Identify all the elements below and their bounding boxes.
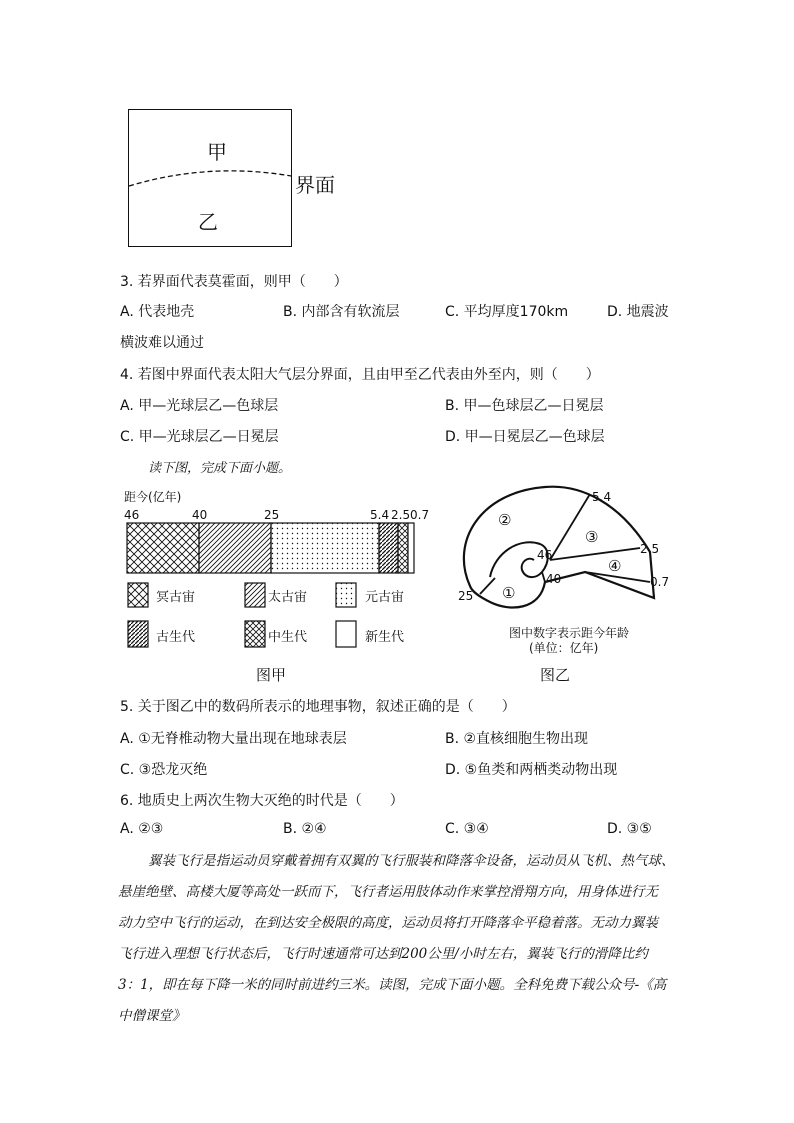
passage-line-1: 翼装飞行是指运动员穿戴着拥有双翼的飞行服装和降落伞设备，运动员从飞机、热气球、 bbox=[148, 853, 675, 869]
figure-intro: 读下图，完成下面小题。 bbox=[148, 461, 292, 476]
passage-line-2: 悬崖绝壁、高楼大厦等高处一跃而下，飞行者运用肢体动作来掌控滑翔方向，用身体进行无 bbox=[118, 884, 658, 900]
legend-swatch-hadean bbox=[127, 582, 149, 608]
legend-swatch-mesozoic bbox=[244, 620, 266, 648]
legend-swatch-archean bbox=[244, 582, 266, 608]
tick-46: 46 bbox=[124, 508, 140, 522]
segment-mesozoic bbox=[398, 523, 408, 573]
question-5-option-c[interactable]: C. ③恐龙灭绝 bbox=[120, 762, 208, 778]
number-40: 40 bbox=[546, 572, 562, 586]
region-3-label: ③ bbox=[585, 528, 599, 546]
question-4-option-d[interactable]: D. 甲—日冕层乙—色球层 bbox=[445, 429, 605, 445]
question-3-option-a[interactable]: A. 代表地壳 bbox=[120, 304, 195, 320]
passage-line-4: 飞行进入理想飞行状态后，飞行时速通常可达到200公里/小时左右，翼装飞行的滑降比约 bbox=[118, 946, 648, 962]
question-6-option-c[interactable]: C. ③④ bbox=[445, 821, 489, 837]
interface-label: 界面 bbox=[295, 173, 335, 197]
legend-label-paleozoic: 古生代 bbox=[156, 630, 196, 645]
legend-label-archean: 太古宙 bbox=[268, 590, 308, 605]
question-5-stem: 5. 关于图乙中的数码所表示的地理事物，叙述正确的是（ ） bbox=[120, 699, 516, 715]
question-5-option-a[interactable]: A. ①无脊椎动物大量出现在地球表层 bbox=[120, 731, 347, 747]
tick-25: 25 bbox=[264, 508, 280, 522]
figure-b-note: 图中数字表示距今年龄 bbox=[509, 626, 630, 640]
segment-paleozoic bbox=[379, 523, 398, 573]
region-2-label: ② bbox=[498, 511, 512, 529]
question-6-option-a[interactable]: A. ②③ bbox=[120, 821, 164, 837]
legend-swatch-proterozoic bbox=[335, 582, 357, 608]
layer-top-label: 甲 bbox=[207, 140, 227, 164]
region-1-label: ① bbox=[502, 584, 516, 602]
number-5-4: 5.4 bbox=[592, 490, 612, 504]
segment-archean bbox=[199, 523, 271, 573]
tick-5-4: 5.4 bbox=[370, 508, 390, 522]
question-3-option-d[interactable]: D. 地震波 bbox=[607, 304, 669, 320]
tick-2-5: 2.5 bbox=[391, 508, 411, 522]
geologic-timeline-bar bbox=[126, 522, 416, 574]
passage-line-5: 3：1，即在每下降一米的同时前进约三米。读图，完成下面小题。全科免费下载公众号-《高 bbox=[118, 977, 667, 993]
region-4-label: ④ bbox=[608, 557, 622, 575]
segment-hadean bbox=[127, 523, 199, 573]
number-2-5: 2.5 bbox=[640, 542, 660, 556]
legend-label-hadean: 冥古宙 bbox=[156, 590, 196, 605]
segment-proterozoic bbox=[271, 523, 379, 573]
passage-line-3: 动力空中飞行的运动，在到达安全极限的高度，运动员将打开降落伞平稳着落。无动力翼装 bbox=[118, 915, 658, 931]
legend-label-proterozoic: 元古宙 bbox=[365, 590, 405, 605]
question-3-option-b[interactable]: B. 内部含有软流层 bbox=[283, 304, 400, 320]
question-4-option-a[interactable]: A. 甲—光球层乙—色球层 bbox=[120, 398, 279, 414]
legend-label-mesozoic: 中生代 bbox=[268, 630, 308, 645]
question-6-option-b[interactable]: B. ②④ bbox=[283, 821, 327, 837]
question-3-option-c[interactable]: C. 平均厚度170km bbox=[445, 304, 569, 320]
geologic-spiral-diagram bbox=[450, 482, 670, 612]
question-3-option-d-continuation: 横波难以通过 bbox=[120, 335, 204, 351]
tick-40: 40 bbox=[192, 508, 208, 522]
number-46: 46 bbox=[537, 548, 553, 562]
layer-bottom-label: 乙 bbox=[198, 210, 218, 234]
question-4-stem: 4. 若图中界面代表太阳大气层分界面，且由甲至乙代表由外至内，则（ ） bbox=[120, 367, 600, 383]
segment-cenozoic bbox=[408, 523, 414, 573]
passage-line-6: 中僧课堂》 bbox=[118, 1008, 186, 1024]
wingsuit-passage bbox=[118, 846, 678, 1032]
question-4-option-c[interactable]: C. 甲—光球层乙—日冕层 bbox=[120, 429, 279, 445]
figure-b-caption: 图乙 bbox=[540, 666, 571, 684]
number-0-7: 0.7 bbox=[650, 575, 670, 589]
legend-swatch-paleozoic bbox=[127, 620, 149, 648]
tick-0-7: 0.7 bbox=[410, 508, 430, 522]
question-6-option-d[interactable]: D. ③⑤ bbox=[607, 821, 652, 837]
question-4-option-b[interactable]: B. 甲—色球层乙—日冕层 bbox=[445, 398, 604, 414]
question-5-option-b[interactable]: B. ②直核细胞生物出现 bbox=[445, 731, 589, 747]
question-6-stem: 6. 地质史上两次生物大灭绝的时代是（ ） bbox=[120, 793, 404, 809]
legend-swatch-cenozoic bbox=[335, 620, 357, 648]
figure-a-caption: 图甲 bbox=[256, 666, 287, 684]
spiral-outer-outline bbox=[464, 487, 654, 608]
axis-title: 距今(亿年) bbox=[124, 490, 182, 504]
number-25: 25 bbox=[458, 589, 474, 603]
figure-b-unit: (单位：亿年) bbox=[529, 641, 599, 655]
question-5-option-d[interactable]: D. ⑤鱼类和两栖类动物出现 bbox=[445, 762, 618, 778]
question-3-stem: 3. 若界面代表莫霍面，则甲（ ） bbox=[120, 274, 348, 290]
legend-label-cenozoic: 新生代 bbox=[365, 630, 405, 645]
